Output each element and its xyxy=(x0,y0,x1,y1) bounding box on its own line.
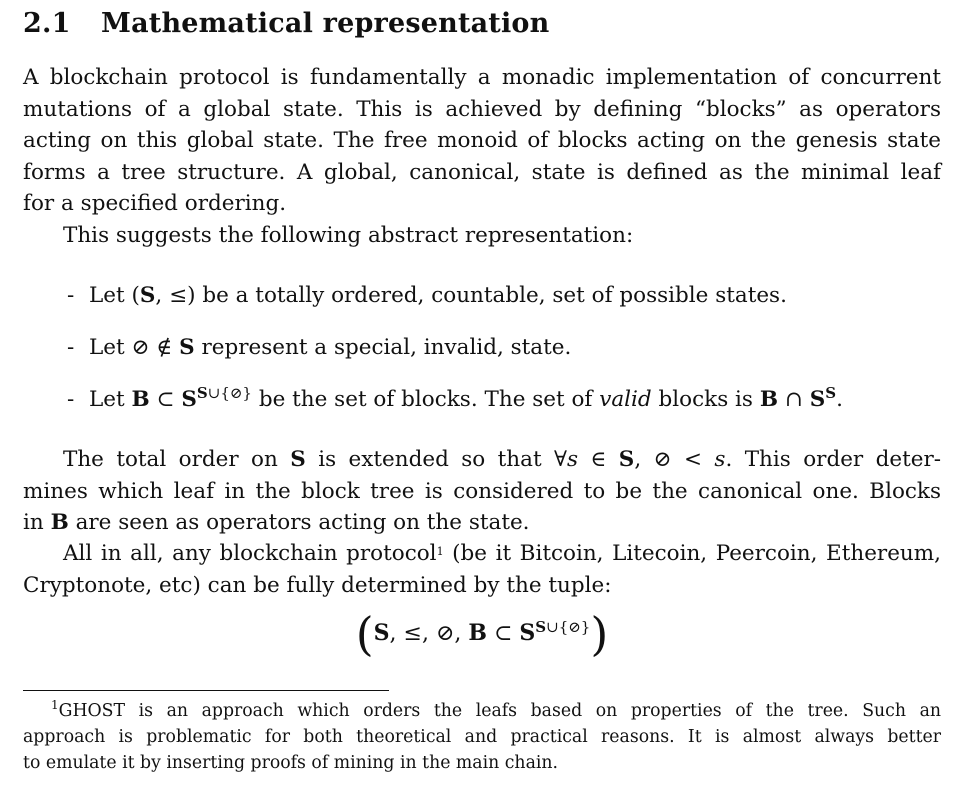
paragraph-suggestion xyxy=(23,220,941,252)
text-line: approach is problematic for both theoretical and practical reasons. It is almost always better xyxy=(23,727,941,747)
list-item xyxy=(67,382,843,434)
list-item-text: represent a special, invalid, state. xyxy=(194,335,572,360)
text-run: are seen as operators acting on the state. xyxy=(68,510,530,536)
list-item-text: Let xyxy=(89,283,125,308)
text-line xyxy=(23,444,941,476)
text-run: (be it Bitcoin, Litecoin, Peercoin, Ethereum, xyxy=(443,541,942,566)
math-superscript xyxy=(535,618,590,636)
section-title: Mathematical representation xyxy=(101,8,550,39)
text-line xyxy=(23,538,941,570)
footnote xyxy=(23,698,941,776)
text-line: to emulate it by inserting proofs of mining in the main chain. xyxy=(23,753,559,773)
math-text: ∩ xyxy=(778,387,810,412)
math-text: ⊂ xyxy=(149,387,182,412)
text-line xyxy=(23,698,941,724)
paragraph-protocol xyxy=(23,538,941,601)
text-run: , ⊘ < xyxy=(634,447,715,472)
list-dash: - xyxy=(67,283,75,308)
text-line: A blockchain protocol is fundamentally a monadic implementation of concurrent xyxy=(23,65,941,90)
list-item-text: be the set of blocks. The set of xyxy=(251,387,600,412)
list-item xyxy=(67,278,843,330)
math-text: , ≤, ⊘, xyxy=(389,621,469,646)
text-line: mutations of a global state. This is achieved by defining “blocks” as operators xyxy=(23,96,941,122)
math-symbol-S: S xyxy=(618,447,635,472)
math-text: ∪{⊘} xyxy=(546,618,591,636)
list-item-text: Let xyxy=(89,387,125,412)
list-item-text: . xyxy=(836,387,843,412)
math-symbol-B: B xyxy=(50,510,69,536)
text-line: acting on this global state. The free monoid of blocks acting on the genesis state xyxy=(23,128,941,154)
math-paren: ) xyxy=(590,607,609,661)
text-run: ∈ xyxy=(578,447,619,472)
math-symbol-s: s xyxy=(566,447,579,472)
text-line: This suggests the following abstract representation: xyxy=(63,223,634,248)
text-line: for a specified ordering. xyxy=(23,191,287,217)
math-symbol-B: B xyxy=(131,387,150,412)
text-run: . This order deter- xyxy=(725,447,942,472)
math-symbol-S: S xyxy=(179,335,195,360)
math-symbol-S: S xyxy=(519,620,536,646)
text-run: All in all, any blockchain protocol xyxy=(63,541,437,566)
math-symbol-S: S xyxy=(809,387,826,412)
math-paren: ( xyxy=(355,607,374,661)
text-line: forms a tree structure. A global, canonical, state is defined as the minimal leaf xyxy=(23,159,941,185)
section-number: 2.1 xyxy=(23,8,71,39)
list-item xyxy=(67,330,843,382)
math-superscript xyxy=(825,384,836,402)
paragraph-total-order xyxy=(23,444,941,539)
math-symbol-S: S xyxy=(535,618,547,636)
math-text: , ≤) xyxy=(155,283,196,308)
text-run: is extended so that ∀ xyxy=(305,447,567,472)
text-line: Cryptonote, etc) can be fully determined by the tuple: xyxy=(23,572,612,598)
text-run: The total order on xyxy=(63,447,291,472)
footnote-reference[interactable]: 1 xyxy=(436,545,444,558)
footnote-mark: 1 xyxy=(51,698,59,712)
math-symbol-S: S xyxy=(139,283,156,308)
definition-list xyxy=(67,278,843,434)
text-line: mines which leaf in the block tree is considered to be the canonical one. Blocks xyxy=(23,478,941,504)
list-dash: - xyxy=(67,335,75,360)
math-text: ∪{⊘} xyxy=(207,384,252,402)
math-symbol-B: B xyxy=(759,387,778,412)
text-run: in xyxy=(23,510,51,536)
math-superscript xyxy=(197,384,252,402)
math-symbol-S: S xyxy=(196,384,208,402)
text-line xyxy=(23,507,941,539)
footnote-divider xyxy=(23,690,389,691)
math-symbol-S: S xyxy=(181,387,197,412)
text-run: GHOST is an approach which orders the leafs based on properties of the tree. Such an xyxy=(58,701,941,721)
math-text: ⊂ xyxy=(486,621,520,646)
section-heading xyxy=(23,8,549,39)
math-symbol-S: S xyxy=(373,620,390,646)
list-item-text: blocks is xyxy=(651,387,760,412)
emphasis-valid: valid xyxy=(599,387,652,412)
math-text: ⊘ ∉ xyxy=(124,335,180,360)
list-dash: - xyxy=(67,387,75,412)
list-item-text: Let xyxy=(89,335,125,360)
math-symbol-S: S xyxy=(290,447,306,472)
list-item-text: be a totally ordered, countable, set of possible states. xyxy=(195,283,787,308)
math-paren: ( xyxy=(131,283,140,308)
math-symbol-s: s xyxy=(714,447,726,472)
math-symbol-B: B xyxy=(468,620,487,646)
paragraph-intro xyxy=(23,62,941,220)
math-symbol-S: S xyxy=(825,384,837,402)
display-equation xyxy=(23,607,941,661)
